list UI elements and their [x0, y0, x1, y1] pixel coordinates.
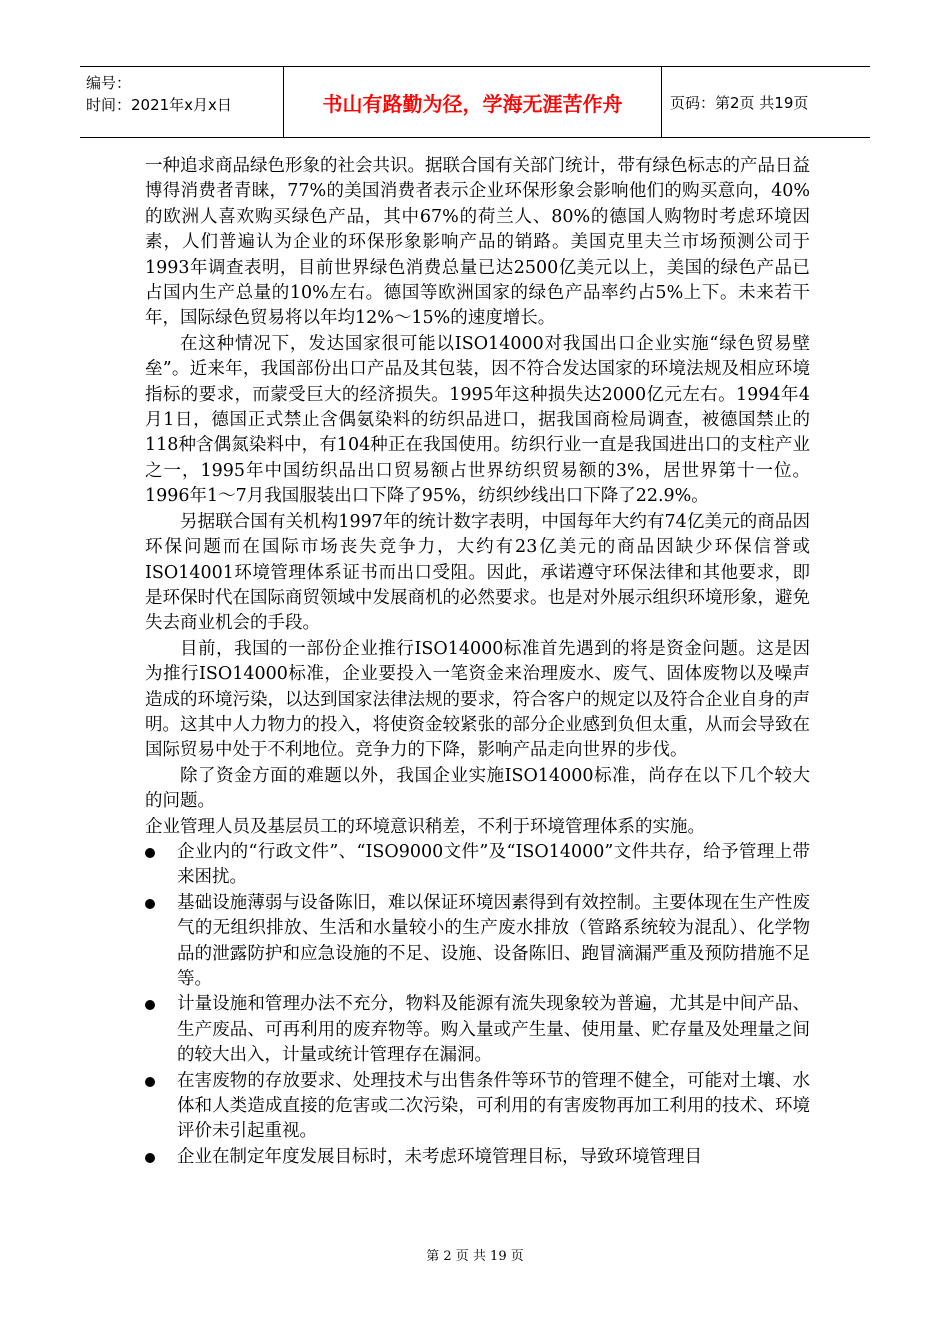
- body-paragraph: 目前，我国的一部份企业推行ISO14000标准首先遇到的将是资金问题。这是因为推行ISO14000标准，企业要投入一笔资金来治理废水、废气、固体废物以及噪声造成的环境污染，以达到国家法律法规的要求，符合客户的规定以及符合企业自身的声明。这其中人力物力的投入，将使资金较紧张的部分企业感到负但太重，从而会导致在国际贸易中处于不利地位。竞争力的下降，影响产品走向世界的步伐。: [145, 638, 810, 761]
- list-item-text: 基础设施薄弱与设备陈旧，难以保证环境因素得到有效控制。主要体现在生产性废气的无组织排放、生活和水量较小的生产废水排放（管路系统较为混乱）、化学物品的泄露防护和应急设施的不足、设施、设备陈旧、跑冒滴漏严重及预防措施不足等。: [177, 892, 810, 989]
- document-time-label: 时间：2021年x月x日: [86, 96, 232, 114]
- bullet-icon: [145, 1153, 155, 1163]
- list-item-text: 企业内的“行政文件”、“ISO9000文件”及“ISO14000”文件共存，给予管理上带来困扰。: [177, 841, 810, 888]
- header-page-info: 页码：第2页 共19页: [670, 93, 809, 112]
- body-paragraph: 另据联合国有关机构1997年的统计数字表明，中国每年大约有74亿美元的商品因环保问题而在国际市场丧失竞争力，大约有23亿美元的商品因缺少环保信誉或ISO14001环境管理体系证书而出口受阻。因此，承诺遵守环保法律和其他要求，即是环保时代在国际商贸领域中发展商机的必然要求。也是对外展示组织环境形象，避免失去商业机会的手段。: [145, 511, 810, 634]
- body-paragraph: 在这种情况下，发达国家很可能以ISO14000对我国出口企业实施“绿色贸易壁垒”。近来年，我国部份出口产品及其包装，因不符合发达国家的环境法规及相应环境指标的要求，而蒙受巨大的经济损失。1995年这种损失达2000亿元左右。1994年4月1日，德国正式禁止含偶氨染料的纺织品进口，据我国商检局调查，被德国禁止的118种含偶氮染料中，有104种正在我国使用。纺织行业一直是我国进出口的支柱产业之一，1995年中国纺织品出口贸易额占世界纺织贸易额的3%，居世界第十一位。1996年1～7月我国服装出口下降了95%，纺织纱线出口下降了22.9%。: [145, 333, 810, 507]
- body-paragraph: 一种追求商品绿色形象的社会共识。据联合国有关部门统计，带有绿色标志的产品日益博得消费者青睐，77%的美国消费者表示企业环保形象会影响他们的购买意向，40%的欧洲人喜欢购买绿色产品，其中67%的荷兰人、80%的德国人购物时考虑环境因素，人们普遍认为企业的环保形象影响产品的销路。美国克里夫兰市场预测公司于1993年调查表明，目前世界绿色消费总量已达2500亿美元以上，美国的绿色产品已占国内生产总量的10%左右。德国等欧洲国家的绿色产品率约占5%上下。未来若干年，国际绿色贸易将以年均12%～15%的速度增长。: [145, 156, 810, 329]
- header-motto: 书山有路勤为径，学海无涯苦作舟: [284, 67, 662, 137]
- bullet-icon: [145, 1077, 155, 1087]
- header-meta: [80, 67, 284, 137]
- page-header: [80, 66, 870, 138]
- list-item-text: 企业在制定年度发展目标时，未考虑环境管理目标，导致环境管理目: [177, 1146, 702, 1167]
- body-paragraph: 企业管理人员及基层员工的环境意识稍差，不利于环境管理体系的实施。: [145, 816, 705, 837]
- bullet-icon: [145, 1000, 155, 1010]
- bullet-icon: [145, 899, 155, 909]
- list-item: [145, 1069, 810, 1145]
- page-footer: 第 2 页 共 19 页: [426, 1249, 524, 1264]
- list-item: [145, 992, 810, 1068]
- document-number-label: 编号：: [86, 74, 132, 92]
- document-body: [145, 154, 810, 1170]
- issue-list: [145, 840, 810, 1170]
- list-item-text: 计量设施和管理办法不充分，物料及能源有流失现象较为普遍，尤其是中间产品、生产废品、可再利用的废弃物等。购入量或产生量、使用量、贮存量及处理量之间的较大出入，计量或统计管理存在漏洞。: [177, 994, 810, 1066]
- body-paragraph: 除了资金方面的难题以外，我国企业实施ISO14000标准，尚存在以下几个较大的问题。: [145, 765, 810, 812]
- list-item: [145, 891, 810, 993]
- list-item: [145, 840, 810, 891]
- bullet-icon: [145, 848, 155, 858]
- list-item-text: 在害废物的存放要求、处理技术与出售条件等环节的管理不健全，可能对土壤、水体和人类造成直接的危害或二次污染，可利用的有害废物再加工利用的技术、环境评价未引起重视。: [177, 1070, 810, 1142]
- list-item: [145, 1145, 810, 1170]
